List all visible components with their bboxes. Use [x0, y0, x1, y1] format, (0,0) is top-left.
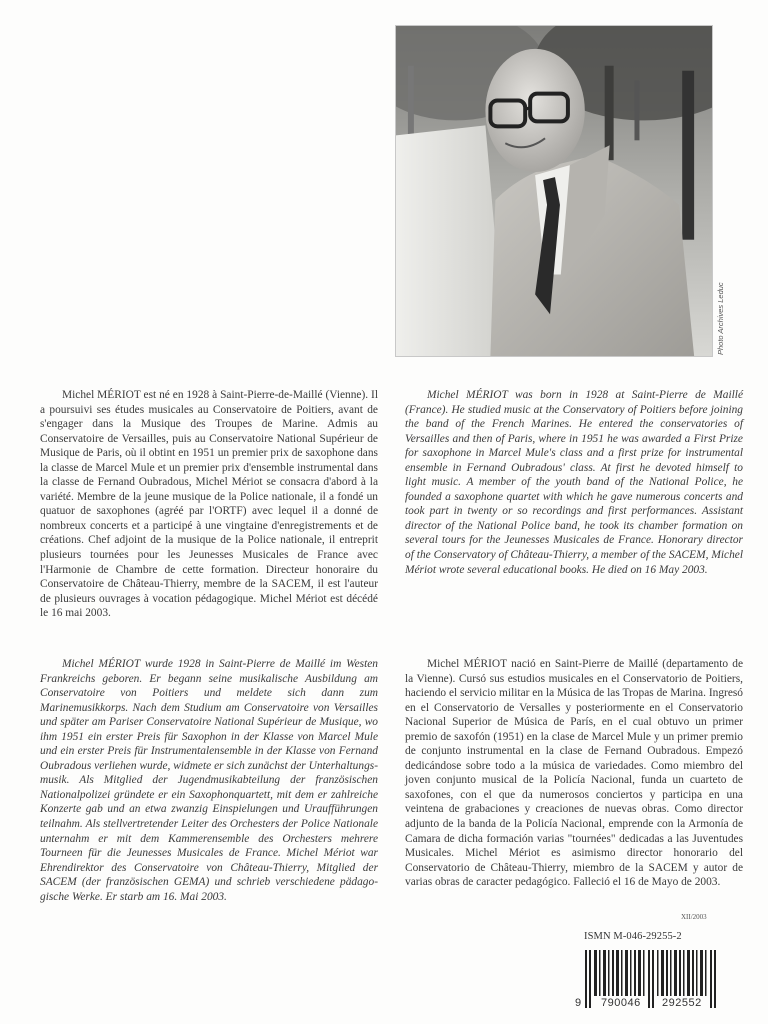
biography-english-text: Michel MÉRIOT was born in 1928 at Saint-Pierre de Maillé (France). He studied music at the Conservatory of Poitiers before joining the band of the French Marines. He entered the conservatories of Versailles and then of Paris, where in 1951 he was awarded a First Prize for saxophone in Marcel Mule's class and a first prize for instrumental ensemble in Fernand Oubradous' class. At first he devoted himself to light music. A member of the youth band of the National Police, he founded a saxophone quartet with which he gave numerous concerts and took part in twenty or so recordings and first performances. Assistant director of the National Police band, he took its chamber formation on several tours for the Jeunesses Musicales de France. Honorary director of the Conservatory of Château-Thierry, a member of the SACEM, Michel Mériot wrote several educational books. He died on 16 May 2003. [405, 389, 743, 576]
biography-spanish-text: Michel MÉRIOT nació en Saint-Pierre de Maillé (departamento de la Vienne). Cursó sus estudios musicales en el Conservatorio de Poitiers, haciendo el servicio militar en la Música de las Tropas de Marina. Ingresó en el Conservatorio de Versalles y posteriormente en el Conservatorio Nacional Superior de Música de París, en el cual obtuvo un primer premio de saxofón (1951) en la clase de Marcel Mule y un primer premio de conjunto instrumental en la clase de Fernand Oubradous. Empezó dedicándose sobre todo a la música de variedades. Como miembro del joven conjunto musical de la Policía Nacional, funda un cuarteto de saxofones, con el que da numerosos conciertos y participa en una veintena de grabaciones y creaciones de nuevas obras. Como director adjunto de la banda de la Policía Nacional, emprende con la Armonía de Camara de dicha formación varias "tournées" dedicadas a las Juventudes Musicales. Michel Mériot es asimismo director honorario del Conservatorio de Château-Thierry, miembro de la SACEM y autor de varias obras de caracter pedagógico. Falleció el 16 de Mayo de 2003. [405, 658, 743, 889]
portrait-illustration [396, 26, 712, 356]
barcode-first-digit: 9 [575, 997, 582, 1009]
biography-german [40, 657, 378, 904]
portrait-photo [395, 25, 713, 357]
ismn-number: ISMN M-046-29255-2 [584, 931, 682, 942]
date-code: XII/2003 [681, 913, 707, 921]
biography-english [405, 388, 743, 577]
biography-french-text: Michel MÉRIOT est né en 1928 à Saint-Pierre-de-Maillé (Vienne). Il a poursuivi ses études musicales au Conservatoire de Poitiers, avant de s'engager dans la Musique des Troupes de Marine. Admis au Conservatoire de Versailles, puis au Conservatoire National Supérieur de Musique de Paris, où il obtint en 1951 un premier prix de saxophone dans la classe de Marcel Mule et un premier prix d'ensemble instrumental dans la classe de Fernand Oubradous, Michel Mériot se consacra d'abord à la variété. Membre de la jeune musique de la Police nationale, il a fondé un quatuor de saxophones (agréé par l'ORTF) avec lequel il a donné de nombreux concerts et a participé à une vingtaine d'enregistrements et de créations. Chef adjoint de la musique de la Police nationale, il entreprit plusieurs tournées pour les Jeunesses Musicales de France avec l'Harmonie de Chambre de cette formation. Directeur honoraire du Conservatoire de Château-Thierry, membre de la SACEM, il est l'auteur de plusieurs ouvrages à vocation pédagogique. Michel Mériot est décédé le 16 mai 2003. [40, 389, 378, 620]
biography-german-text: Michel MÉRIOT wurde 1928 in Saint-Pierre de Maillé im Westen Frankreichs geboren. Er begann seine musikalische Ausbildung am Conservatoire von Poitiers und meldete sich dann zum Marinemusikkorps. Nach dem Studium am Conservatoire von Versailles und später am Pariser Conservatoire National Supérieur de Musique, wo ihm 1951 ein erster Preis für Saxophon in der Klasse von Marcel Mule und ein erster Preis für Instrumentalensemble in der Klasse von Fernand Oubradous verliehen wurde, widmete er sich zunächst der Unterhaltungsmusik. Als Mitglied der Jugendmusikabteilung der französischen Nationalpolizei gründete er ein Saxophonquartett, mit dem er zahlreiche Konzerte gab und an etwa zwanzig Einspielungen und Uraufführungen teilnahm. Als stellvertretender Leiter des Orchesters der Police Nationale unternahm er mit dem Kammerensemble des Orchesters mehrere Tourneen für die Jeunesses Musicales de France. Michel Mériot war Ehrendirektor des Conservatoire von Château-Thierry, Mitglied der SACEM (der französischen GEMA) und schrieb verschiedene pädagogische Werke. Er starb am 16. Mai 2003. [40, 658, 378, 903]
barcode-right-group: 292552 [662, 997, 702, 1009]
biography-spanish [405, 657, 743, 890]
barcode-left-group: 790046 [601, 997, 641, 1009]
biography-french [40, 388, 378, 621]
photo-credit: Photo Archives Leduc [716, 282, 725, 355]
